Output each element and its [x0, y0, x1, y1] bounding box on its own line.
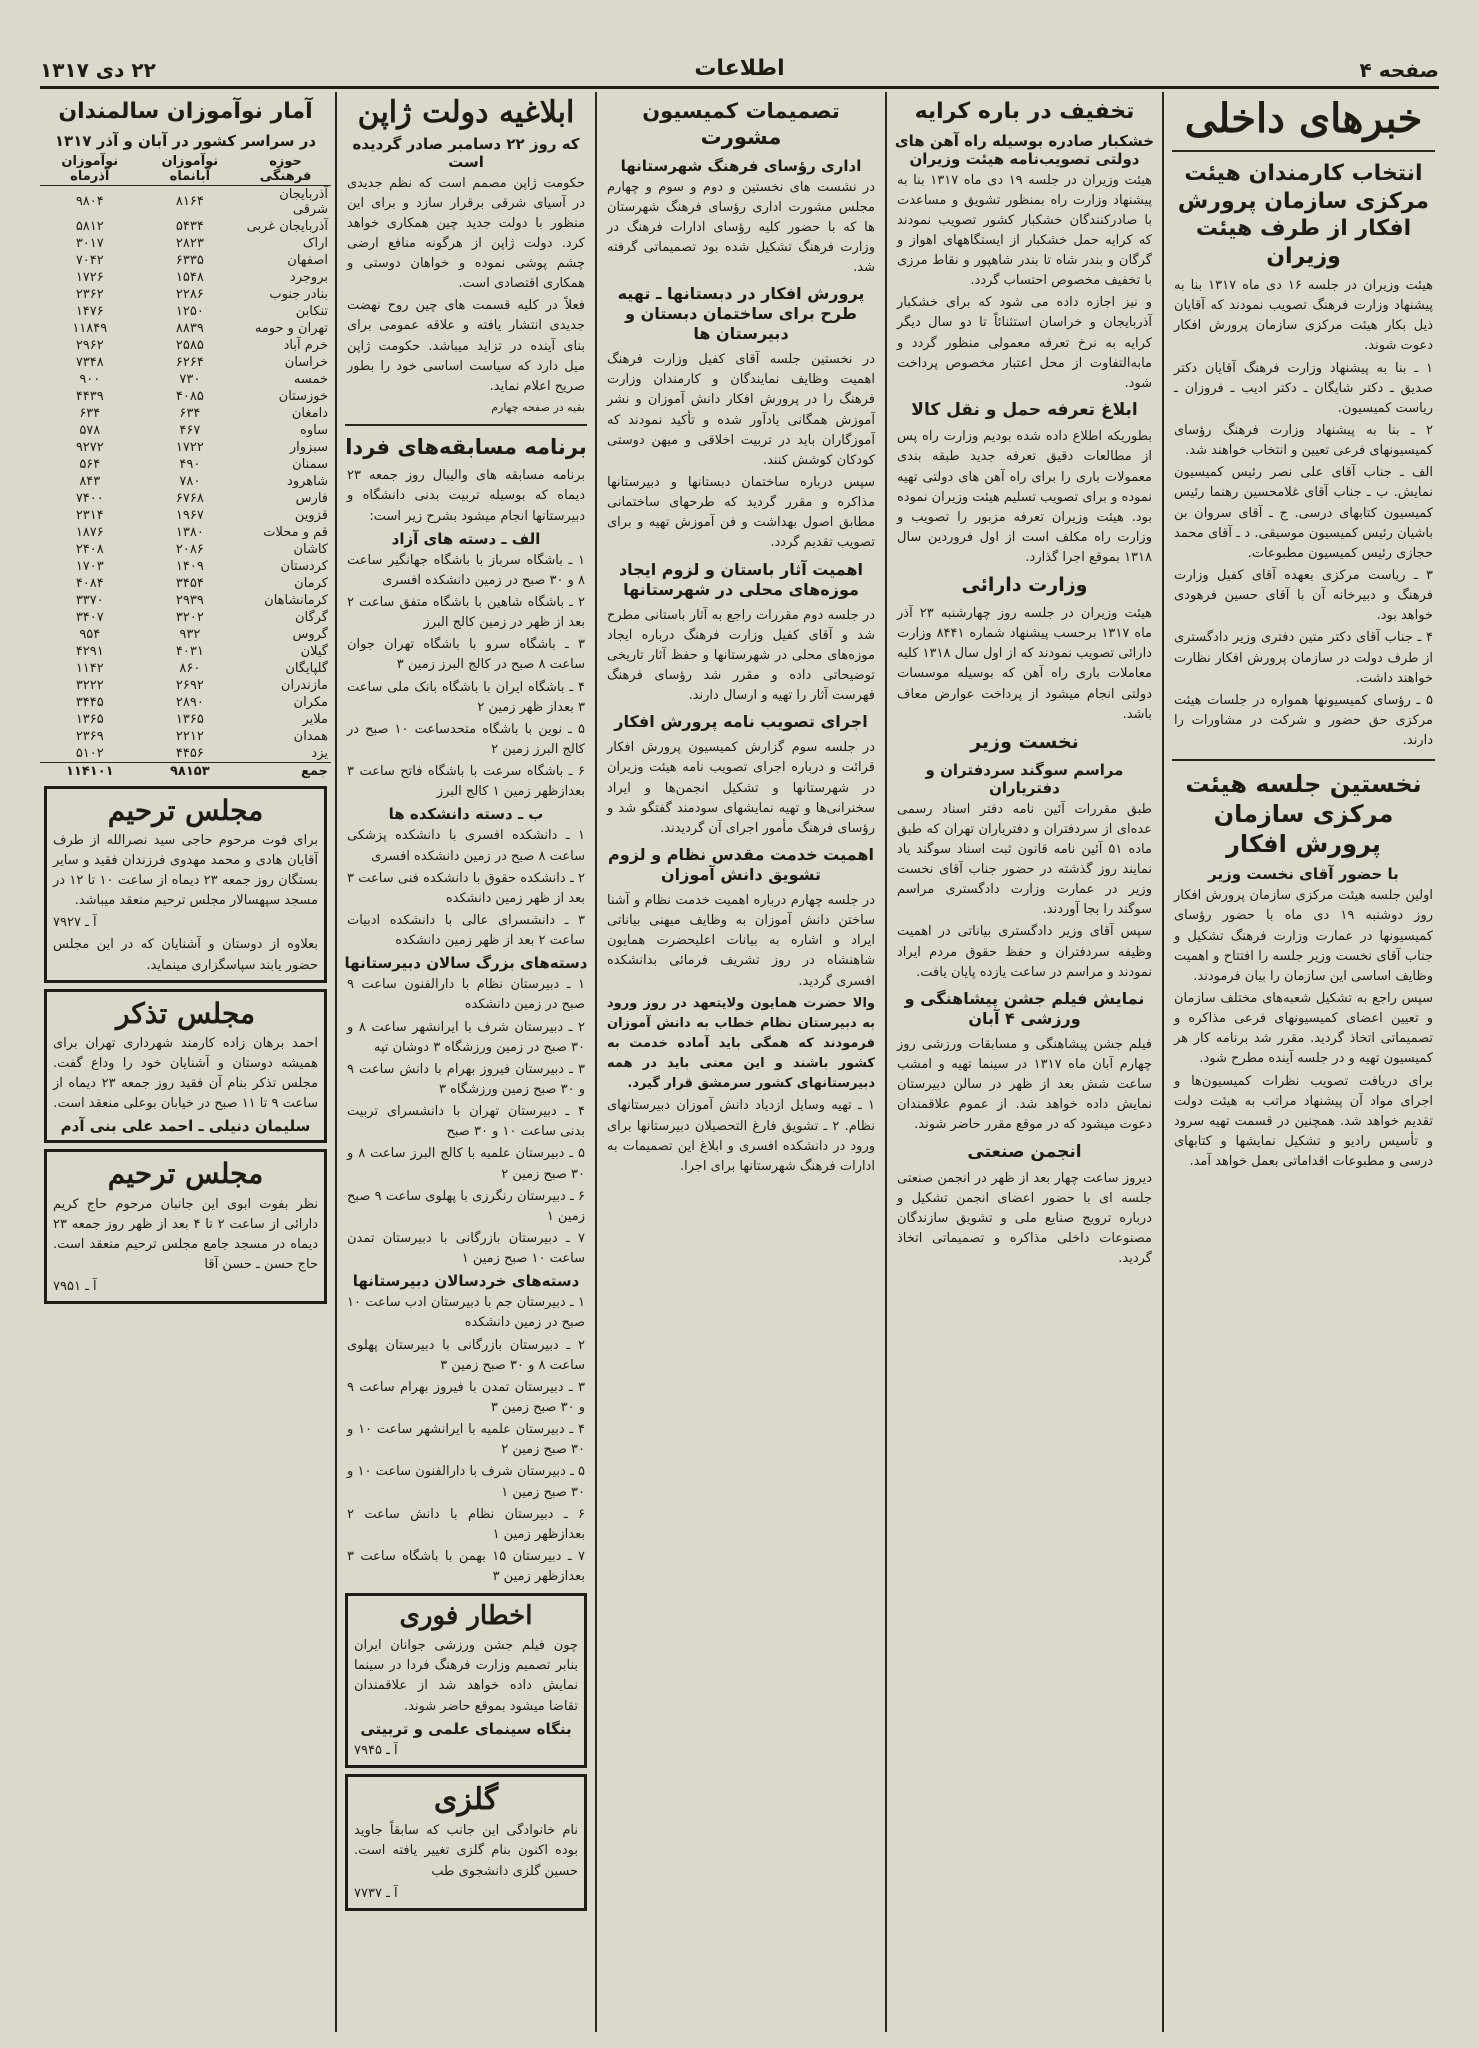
count-cell: ۴۰۸۵ — [175, 388, 204, 404]
match-list-colleges — [341, 826, 591, 951]
count-cell: ۱۱۴۲ — [75, 660, 104, 676]
count-cell: ۴۴۵۶ — [175, 745, 204, 761]
headline-memorial: مجلس ترحیم — [107, 1157, 264, 1191]
headline-japan-statement: ابلاغیه دولت ژاپن — [357, 95, 575, 130]
article-paragraph: در جلسه سوم گزارش کمیسیون پرورش افکار قرائت و درباره اجرای تصویب نامه هیئت وزیران در شهرستانها و تشکیل انجمن‌ها و ایراد سخنرانی‌ها و تهیه نمایشهای سودمند گفتگو شد و رؤسای فرهنگ مأمور اجرای آن گردیدند. — [607, 740, 875, 836]
column-culture-council — [601, 92, 881, 2032]
count-cell: ۱۹۶۷ — [175, 507, 204, 523]
count-cell: ۴۲۹۱ — [75, 643, 104, 659]
count-cell: ۶۳۳۵ — [175, 252, 204, 268]
count-cell: ۷۳۴۸ — [75, 354, 104, 370]
match-list-juniors — [341, 1293, 591, 1587]
count-cell: ۶۲۶۴ — [175, 354, 204, 370]
table-row — [40, 558, 331, 575]
article-paragraph: برنامه مسابقه های والیبال روز جمعه ۲۳ دیماه که بوسیله تربیت بدنی دانشگاه و دبیرستانها انجام میشود بشرح زیر است: — [347, 468, 585, 524]
article-paragraph: حکومت ژاپن مصمم است که نظم جدیدی در آسیای شرقی برقرار سازد و برای این منظور با دولت جدید چین همکاری خواهد کرد. دولت ژاپن از هرگونه منافع ارضی چشم پوشی نموده و خواهان دوستی و همکاری اقتصادی است. — [347, 175, 585, 292]
headline-program-implementation: اجرای تصویب نامه پرورش افکار — [614, 712, 868, 732]
province-cell: گلپایگان — [285, 660, 328, 676]
province-cell: ملایر — [302, 711, 328, 727]
headline-committee-selection: انتخاب کارمندان هیئت مرکزی سازمان پرورش افکار از طرف هیئت وزیران — [1177, 161, 1430, 269]
match-item: ۳ ـ دانشسرای عالی با دانشکده ادبیات ساعت ۲ بعد از ظهر زمین دانشکده — [347, 913, 585, 949]
province-cell: تهران و حومه — [254, 320, 328, 336]
headline-tariff: ابلاغ تعرفه حمل و نقل کالا — [911, 400, 1138, 421]
notice-text: چون فیلم جشن ورزشی جوانان ایران بنابر تصمیم وزارت فرهنگ فردا در سینما نمایش داده خواهد شد از علاقمندان تقاضا میشود بموقع حاضر شوند. — [354, 1638, 578, 1714]
notice-text: برای فوت مرحوم حاجی سید نصرالله از طرف آقایان هادی و محمد مهدوی فرزندان فقید و سایر بستگان روز جمعه ۲۳ دیماه از ساعت ۱۰ تا ۱۲ در مسجد سپهسالار مجلس ترحیم منعقد میباشد. — [53, 832, 318, 909]
table-row — [40, 660, 331, 677]
ad-code: آ ـ ۷۹۲۷ — [53, 915, 97, 931]
count-cell: ۹۲۷۲ — [75, 439, 104, 455]
count-cell: ۵۸۱۲ — [75, 218, 104, 234]
article-paragraph: و نیز اجازه داده می شود که برای خشکبار آذربایجان و خراسان استثنائاً تا دو سال دیگر کرایه به نرخ تعرفه معمولی منظور گردد و مابه‌التفاوت از محل اعتبار مخصوص پرداخت شود. — [897, 295, 1152, 391]
headline-golzi: گلزی — [433, 1781, 499, 1817]
province-cell: قم و محلات — [263, 524, 328, 540]
match-item: ۶ ـ باشگاه سرعت با باشگاه فاتح ساعت ۳ بعدازظهر زمین ۱ کالج البرز — [347, 764, 585, 800]
count-cell: ۲۳۱۴ — [75, 507, 104, 523]
province-cell: گروس — [292, 626, 328, 642]
match-item: ۱ ـ دبیرستان جم با دبیرستان ادب ساعت ۱۰ صبح در زمین دانشکده — [347, 1295, 585, 1331]
count-cell: ۳۰۱۷ — [75, 235, 104, 251]
count-cell: ۱۷۲۲ — [175, 439, 204, 455]
article-paragraph: ۲ ـ بنا به پیشنهاد وزارت فرهنگ رؤسای کمیسیونهای فرعی تعیین و انتخاب خواهند شد. — [1174, 422, 1433, 459]
article-paragraph: در جلسه دوم مقررات راجع به آثار باستانی مطرح شد و آقای کفیل وزارت فرهنگ درباره ایجاد موزه‌های محلی در شهرستانها و حفظ آثار تاریخی توضیحاتی داده و مقرر شد رؤسای فرهنگ فهرست آثار را تهیه و ارسال دارند. — [607, 607, 875, 704]
table-row — [40, 303, 331, 320]
count-cell: ۳۴۰۷ — [75, 609, 104, 625]
count-cell: ۴۴۳۹ — [75, 388, 104, 404]
article-paragraph: ۴ ـ جناب آقای دکتر متین دفتری وزیر دادگستری از طرف دولت در سازمان پرورش افکار نظارت خواهند داشت. — [1174, 630, 1433, 686]
table-row — [40, 473, 331, 490]
article-paragraph: والا حضرت همایون ولایتعهد در روز ورود به دبیرستان نظام خطاب به دانش آموزان فرمودند که همگی باید آماده خدمت به کشور باشند و این معنی باید در همه دبیرستانهای کشور سرمشق قرار گیرد. — [607, 995, 875, 1092]
adult-learners-table — [40, 153, 331, 780]
count-cell: ۳۳۷۰ — [75, 592, 104, 608]
table-row — [40, 507, 331, 524]
article-paragraph: هیئت وزیران در جلسه روز چهارشنبه ۲۳ آذر ماه ۱۳۱۷ برحسب پیشنهاد شماره ۸۴۴۱ وزارت دارائی تصویب نمودند که از اول سال ۱۳۱۸ کلیه معاملات باری راه آهن که بوسیله موسسات دولتی انجام میشود از پرداخت عوارض معاف باشد. — [897, 606, 1152, 722]
province-cell: خرم آباد — [283, 337, 328, 353]
count-cell: ۱۴۷۶ — [75, 303, 104, 319]
table-row — [40, 541, 331, 558]
count-cell: ۱۱۸۴۹ — [72, 320, 108, 336]
article-paragraph: ۳ ـ ریاست مرکزی بعهده آقای کفیل وزارت فرهنگ و دبیرخانه آن با آقای حسین فرهودی خواهد بود. — [1174, 567, 1433, 624]
subheadline: مراسم سوگند سردفتران و دفتریاران — [925, 760, 1124, 797]
province-cell: ساوه — [300, 422, 328, 438]
match-item: ۱ ـ باشگاه سرباز با باشگاه جهانگیر ساعت ۸ و ۳۰ صبح در زمین دانشکده افسری — [347, 552, 585, 588]
table-row — [40, 609, 331, 626]
province-cell: بنادر جنوب — [269, 286, 328, 302]
headline-school-buildings: پرورش افکار در دبستانها ـ تهیه طرح برای ساختمان دبستان و دبیرستان ها — [617, 284, 865, 344]
count-cell: ۶۳۴ — [79, 405, 101, 421]
column-header: نوآموزان آبانماه — [140, 153, 241, 186]
match-item: ۶ ـ دبیرستان نظام با دانش ساعت ۲ بعدازظهر زمین ۱ — [347, 1506, 585, 1542]
province-cell: همدان — [293, 728, 328, 744]
province-cell: کردستان — [280, 558, 328, 574]
province-cell: خوزستان — [278, 388, 328, 404]
count-cell: ۴۰۳۱ — [175, 643, 204, 659]
count-cell: ۱۳۸۰ — [175, 524, 204, 540]
count-cell: ۲۴۰۸ — [75, 541, 104, 557]
count-cell: ۱۲۵۰ — [175, 303, 204, 319]
province-cell: خراسان — [284, 354, 328, 370]
divider — [1172, 759, 1435, 761]
section-heading: الف ـ دسته های آزاد — [391, 529, 541, 548]
province-cell: دامغان — [291, 405, 328, 421]
count-cell: ۵۷۸ — [79, 422, 101, 438]
table-row — [40, 677, 331, 694]
province-cell: کرمانشاهان — [264, 592, 328, 608]
count-cell: ۲۲۸۶ — [175, 286, 204, 302]
subheadline: که روز ۲۲ دسامبر صادر گردیده است — [352, 134, 580, 171]
count-cell: ۱۷۲۶ — [75, 269, 104, 285]
province-cell: کرمان — [294, 575, 328, 591]
headline-urgent-notice: اخطار فوری — [399, 1601, 533, 1632]
subheadline: در سراسر کشور در آبان و آذر ۱۳۱۷ — [54, 131, 317, 150]
ad-code: آ ـ ۷۹۴۵ — [354, 1742, 398, 1758]
count-cell: ۹۳۲ — [179, 626, 201, 642]
province-cell: گیلان — [300, 643, 328, 659]
article-paragraph: دیروز ساعت چهار بعد از ظهر در انجمن صنعتی جلسه ای با حضور اعضای انجمن تشکیل و درباره ترویج صنایع ملی و تشویق سازندگان مصنوعات داخلی مذاکره و تصمیماتی اتخاذ گردید. — [897, 1170, 1152, 1267]
province-cell: مازندران — [280, 677, 328, 693]
count-cell: ۹۸۰۴ — [75, 194, 104, 209]
article-paragraph: ۱ ـ تهیه وسایل ازدیاد دانش آموزان دبیرستانهای نظام. ۲ ـ تشویق فارغ التحصیلان دبیرستانها برای ورود در دانشکده افسری و ابلاغ این تصمیمات به ادارات فرهنگ شهرستانها برای اجرا. — [607, 1098, 875, 1174]
headline-first-session: نخستین جلسه هیئت مرکزی سازمان پرورش افکار — [1185, 770, 1422, 859]
province-cell: شاهرود — [287, 473, 328, 489]
page-number: صفحه ۴ — [1359, 58, 1439, 82]
column-header: حوزه فرهنگی — [240, 153, 331, 186]
province-cell: تنکابن — [295, 303, 328, 319]
table-row — [40, 422, 331, 439]
table-row — [40, 286, 331, 303]
match-item: ۳ ـ دبیرستان تمدن با فیروز بهرام ساعت ۹ و ۳۰ صبح زمین ۳ — [347, 1379, 585, 1415]
match-item: ۲ ـ دانشکده حقوق با دانشکده فنی ساعت ۳ بعد از ظهر زمین دانشکده — [347, 870, 585, 906]
total-cell: جمع — [240, 762, 331, 780]
column-freight — [891, 92, 1158, 2032]
subheadline: اداری رؤسای فرهنگ شهرستانها — [620, 156, 862, 175]
count-cell: ۴۰۸۴ — [75, 575, 104, 591]
count-cell: ۳۴۴۵ — [75, 694, 104, 710]
province-cell: کاشان — [293, 541, 328, 557]
table-row — [40, 456, 331, 473]
column-rule — [595, 92, 597, 2032]
count-cell: ۷۸۰ — [179, 473, 201, 489]
article-paragraph: سپس آقای وزیر دادگستری بیاناتی در اهمیت وظیفه سردفتران و حفظ حقوق مردم ایراد نمودند و مراسم در ساعت یازده پایان یافت. — [897, 924, 1152, 980]
article-paragraph: در نشست های نخستین و دوم و سوم و چهارم مجلس مشورت اداری رؤسای فرهنگ شهرستان ها که با حضور کلیه رؤسای ادارات فرهنگ در وزارت فرهنگ تشکیل شده بود تصمیماتی گرفته شد. — [607, 179, 875, 276]
count-cell: ۶۳۴ — [179, 405, 201, 421]
count-cell: ۷۰۴۲ — [75, 252, 104, 268]
name-change-box — [345, 1774, 587, 1911]
headline-finance-ministry: وزارت دارائی — [961, 574, 1088, 597]
headline-scout-film: نمایش فیلم جشن پیشاهنگی و ورزشی ۴ آبان — [904, 988, 1145, 1028]
notice-text: نظر بفوت ابوی این جانبان مرحوم حاج کریم دارائی از ساعت ۲ تا ۴ بعد از ظهر روز جمعه ۲۳ دیماه در مسجد جامع مجلس ترحیم منعقد است. حاج حسن ـ حسن آقا — [53, 1196, 318, 1273]
count-cell: ۲۸۲۳ — [175, 235, 204, 251]
count-cell: ۹۵۴ — [79, 626, 101, 642]
match-item: ۳ ـ دبیرستان فیروز بهرام با دانش ساعت ۹ و ۳۰ صبح زمین ورزشگاه ۳ — [347, 1061, 585, 1097]
count-cell: ۱۵۴۸ — [175, 269, 204, 285]
table-row — [40, 405, 331, 422]
column-japan-sports — [341, 92, 591, 2032]
divider — [1172, 150, 1435, 152]
urgent-notice-box — [345, 1593, 587, 1768]
divider — [345, 424, 587, 426]
masthead — [40, 52, 1439, 89]
count-cell: ۲۹۳۹ — [175, 592, 204, 608]
table-row — [40, 371, 331, 388]
count-cell: ۳۴۵۴ — [175, 575, 204, 591]
column-header: نوآموزان آذرماه — [40, 153, 140, 186]
table-row — [40, 185, 331, 218]
table-row — [40, 269, 331, 286]
article-paragraph: ۱ ـ بنا به پیشنهاد وزارت فرهنگ آقایان دکتر صدیق ـ دکتر شایگان ـ دکتر ادیب ـ فروزان ـ ریاست کمیسیون. — [1174, 360, 1433, 416]
table-row — [40, 490, 331, 507]
total-cell: ۹۸۱۵۳ — [140, 762, 241, 780]
count-cell: ۱۳۶۵ — [175, 711, 204, 727]
match-item: ۴ ـ دبیرستان تهران با دانشسرای تربیت بدنی ساعت ۱۰ و ۳۰ صبح — [347, 1104, 585, 1140]
province-cell: بروجرد — [289, 269, 328, 285]
notice-text: نام خانوادگی این جانب که سابقاً جاوید بوده اکنون بنام گلزی تغییر یافته است. حسین گلزی دانشجوی طب — [354, 1823, 578, 1879]
table-row — [40, 524, 331, 541]
table-row — [40, 694, 331, 711]
column-rule — [885, 92, 887, 2032]
match-item: ۷ ـ دبیرستان ۱۵ بهمن با باشگاه ساعت ۳ بعدازظهر زمین ۳ — [347, 1548, 585, 1585]
match-item: ۴ ـ باشگاه ایران با باشگاه بانک ملی ساعت ۳ بعداز ظهر زمین ۲ — [347, 679, 585, 715]
count-cell: ۳۲۰۲ — [175, 609, 204, 625]
count-cell: ۲۳۶۹ — [75, 728, 104, 744]
match-item: ۵ ـ دبیرستان علمیه با کالج البرز ساعت ۸ و ۳۰ صبح زمین ۲ — [347, 1146, 585, 1182]
count-cell: ۳۲۲۲ — [75, 677, 104, 693]
match-item: ۱ ـ دبیرستان نظام با دارالفنون ساعت ۹ صبح در زمین دانشکده — [347, 977, 585, 1013]
article-paragraph: در جلسه چهارم درباره اهمیت خدمت نظام و آشنا ساختن دانش آموزان به وظایف میهنی بیاناتی ایراد و اشاره به بیانات اعلیحضرت همایون شاهنشاه در روز تشریف فرمائی بدانشکده افسری گردید. — [607, 893, 875, 989]
province-cell: قزوین — [294, 507, 328, 523]
subheadline: خشکبار صادره بوسیله راه آهن های دولتی تصویب‌نامه هیئت وزیران — [894, 131, 1155, 168]
match-item: ۷ ـ دبیرستان بازرگانی با دبیرستان تمدن ساعت ۱۰ صبح زمین ۱ — [347, 1230, 585, 1267]
table-row — [40, 626, 331, 643]
count-cell: ۸۴۳ — [79, 473, 101, 489]
article-paragraph: اولین جلسه هیئت مرکزی سازمان پرورش افکار روز دوشنبه ۱۹ دی ماه با حضور رؤسای کمیسیونها در عمارت وزارت فرهنگ تشکیل و جناب آقای نخست وزیر جلسه را افتتاح و اهمیت وظایف اساسی این سازمان را بیان فرمودند. — [1174, 888, 1434, 984]
issue-date: ۲۲ دی ۱۳۱۷ — [40, 58, 156, 82]
memorial-notice-box — [44, 786, 327, 983]
count-cell: ۲۸۹۰ — [175, 694, 204, 710]
section-title-internal-news: خبرهای داخلی — [1184, 95, 1423, 142]
table-total-row — [40, 762, 331, 780]
continued-note: بقیه در صفحه چهارم — [491, 401, 585, 415]
article-paragraph: سپس درباره ساختمان دبستانها و دبیرستانها مذاکره و مقرر گردید که طرحهای ساختمانی مطابق اصول بهداشت و فن آموزش تهیه و برای تصویب تقدیم گردد. — [607, 475, 875, 551]
match-item: ۲ ـ باشگاه شاهین با باشگاه متفق ساعت ۲ بعد از ظهر در زمین کالج البرز — [347, 595, 585, 631]
province-cell: آذربایجان غربی — [246, 218, 328, 234]
match-list-seniors — [341, 975, 591, 1269]
article-paragraph: برای دریافت تصویب نظرات کمیسیون‌ها و اجرای مواد آن پیشنهاد مراتب به هیئت دولت تقدیم خواهد شد. همچنین در قسمت تهیه سرود و تأسیس رادیو و تشکیل نمایشها و کتابهای درسی و مطبوعات اقداماتی بعمل خواهد آمد. — [1174, 1073, 1433, 1170]
match-list-free — [341, 551, 591, 803]
headline-memorial: مجلس ترحیم — [107, 793, 264, 827]
count-cell: ۵۶۴ — [79, 456, 101, 472]
count-cell: ۱۴۰۹ — [175, 558, 204, 574]
table-row — [40, 337, 331, 354]
headline-industrial-society: انجمن صنعتی — [967, 1141, 1082, 1162]
article-paragraph: هیئت وزیران در جلسه ۱۶ دی ماه ۱۳۱۷ بنا به پیشنهاد وزارت فرهنگ تصویب نمودند که آقایان ذیل بکار هیئت مرکزی سازمان پرورش افکار دعوت شوند. — [1174, 278, 1433, 354]
province-cell: یزد — [311, 745, 328, 761]
table-row — [40, 235, 331, 252]
article-paragraph: بطوریکه اطلاع داده شده بودیم وزارت راه پس از مطالعات دقیق تعرفه جدید طبقه بندی معمولات باری را برای راه آهن های دولتی تهیه نموده و برای تصویب تسلیم هیئت وزیران نموده بود. هیئت وزیران تعرفه مزبور را تصویب و وزارت راه مکلف است از اول فروردین سال ۱۳۱۸ بموقع اجرا گذارد. — [897, 429, 1152, 566]
match-item: ۲ ـ دبیرستان بازرگانی با دبیرستان پهلوی ساعت ۸ و ۳۰ صبح زمین ۳ — [347, 1337, 585, 1373]
count-cell: ۹۰۰ — [79, 371, 101, 387]
total-cell: ۱۱۴۱۰۱ — [40, 762, 140, 780]
province-cell: اصفهان — [287, 252, 328, 268]
headline-museums: اهمیت آثار باستان و لزوم ایجاد موزه‌های محلی در شهرستانها — [618, 559, 864, 599]
count-cell: ۸۶۰ — [179, 660, 201, 676]
article-paragraph: هیئت وزیران در جلسه ۱۹ دی ماه ۱۳۱۷ بنا به پیشنهاد وزارت راه بمنظور تشویق و مساعدت با صادرکنندگان خشکبار کشور تصویب نمودند که کرایه حمل خشکبار از ایستگاههای اهواز و گرگان و بندر شاه تا بندر شاهپور و نقاط مرزی با تخفیف مخصوص احتساب گردد. — [897, 172, 1152, 289]
count-cell: ۱۷۰۳ — [75, 558, 104, 574]
ad-code: آ ـ ۷۹۵۱ — [53, 1279, 97, 1295]
column-stats-notices — [40, 92, 331, 2032]
province-cell: سمنان — [292, 456, 328, 472]
article-paragraph: در نخستین جلسه آقای کفیل وزارت فرهنگ اهمیت وظایف نمایندگان و کارمندان وزارت فرهنگ را در پرورش افکار دانش آموزان و نشر آموزش همگانی یادآور شده و تأکید نمودند که آموزگاران باید در تربیت اخلاقی و میهن دوستی کودکان کوشش کنند. — [607, 352, 875, 468]
count-cell: ۸۸۳۹ — [175, 320, 204, 336]
count-cell: ۷۴۰۰ — [75, 490, 104, 506]
count-cell: ۲۳۶۲ — [75, 286, 104, 302]
article-paragraph: طبق مقررات آئین نامه دفتر اسناد رسمی عده‌ای از سردفتران و دفتریاران تهران که طبق ماده ۵۱ آئین نامه قانون ثبت اسناد سوگند یاد نمایند روز گذشته در حضور جناب آقای نخست وزیر در عمارت وزارت دادگستری مراسم سوگند را بجا آوردند. — [897, 801, 1152, 918]
section-heading: دسته‌های خردسالان دبیرستانها — [352, 1272, 580, 1291]
notice-signature: بنگاه سینمای علمی و تربیتی — [360, 1719, 572, 1738]
province-cell: مکران — [293, 694, 328, 710]
table-row — [40, 745, 331, 763]
article-paragraph: فعلاً در کلیه قسمت های چین روح نهضت جدیدی انتشار یافته و علاقه عمومی برای بنای آینده در تزاید میباشد. حکومت ژاپن میل دارد که سیاست اساسی خود را بطور صریح اعلام نماید. — [347, 298, 585, 394]
table-row — [40, 354, 331, 371]
match-item: ۶ ـ دبیرستان رنگرزی با پهلوی ساعت ۹ صبح زمین ۱ — [347, 1188, 585, 1224]
count-cell: ۷۳۰ — [179, 371, 201, 387]
table-header-row — [40, 153, 331, 186]
match-item: ۳ ـ باشگاه سرو با باشگاه تهران جوان ساعت ۸ صبح در کالج البرز زمین ۳ — [347, 637, 585, 673]
match-item: ۱ ـ دانشکده افسری با دانشکده پزشکی ساعت ۸ صبح در زمین دانشکده افسری — [347, 828, 585, 864]
column-internal-news — [1168, 92, 1439, 2032]
ad-code: آ ـ ۷۷۳۷ — [354, 1885, 398, 1901]
article-paragraph: سپس راجع به تشکیل شعبه‌های مختلف سازمان و تعیین اعضای کمیسیونهای فرعی مذاکره و تصمیماتی اتخاذ گردید. مقرر شد برنامه کار هر کمیسیون تهیه و در جلسه آینده مطرح شود. — [1174, 990, 1433, 1067]
province-cell: اراک — [302, 235, 328, 251]
count-cell: ۱۸۷۶ — [75, 524, 104, 540]
column-rule — [1162, 92, 1164, 2032]
match-item: ۲ ـ دبیرستان شرف با ایرانشهر ساعت ۸ و ۳۰ صبح در زمین ورزشگاه ۳ دوشان تپه — [347, 1019, 585, 1055]
table-row — [40, 218, 331, 235]
table-row — [40, 388, 331, 405]
count-cell: ۲۹۶۲ — [75, 337, 104, 353]
table-row — [40, 575, 331, 592]
notice-text: احمد برهان زاده کارمند شهرداری تهران برای همیشه دوستان و آشنایان خود را وداع گفت. مجلس تذکر بنام آن فقید روز جمعه ۲۳ دیماه از ساعت ۹ تا ۱۱ صبح در خیابان بوعلی منعقد است. — [53, 1035, 318, 1112]
article-paragraph: الف ـ جناب آقای علی نصر رئیس کمیسیون نمایش. ب ـ جناب آقای غلامحسین رهنما رئیس کمیسیون کتابهای درسی. ج ـ آقای سروان بن باشیان رئیس کمیسیون موسیقی. د ـ آقای محمد حجازی رئیس کمیسیون مطبوعات. — [1174, 465, 1433, 561]
headline-prime-minister: نخست وزیر — [970, 730, 1079, 753]
table-row — [40, 643, 331, 660]
match-item: ۴ ـ دبیرستان علمیه با ایرانشهر ساعت ۱۰ و ۳۰ صبح زمین ۲ — [347, 1422, 585, 1458]
paper-name: اطلاعات — [694, 56, 785, 81]
column-rule — [335, 92, 337, 2032]
match-item: ۵ ـ دبیرستان شرف با دارالفنون ساعت ۱۰ و ۳۰ صبح زمین ۱ — [347, 1464, 585, 1500]
memorial-notice-box-2 — [44, 1149, 327, 1304]
count-cell: ۲۰۸۶ — [175, 541, 204, 557]
notice-text: بعلاوه از دوستان و آشنایان که در این مجلس حضور یابند سپاسگزاری مینماید. — [53, 937, 318, 973]
section-heading: دسته‌های بزرگ سالان دبیرستانها — [344, 954, 588, 973]
count-cell: ۴۹۰ — [179, 456, 201, 472]
count-cell: ۴۶۷ — [179, 422, 201, 438]
count-cell: ۲۶۹۲ — [175, 677, 204, 693]
headline-freight-discount: تخفیف در باره کرایه — [914, 99, 1135, 124]
province-cell: خمسه — [293, 371, 328, 387]
match-item: ۵ ـ نوین با باشگاه متحدساعت ۱۰ صبح در کالج البرز زمین ۲ — [347, 721, 585, 758]
count-cell: ۱۳۶۵ — [75, 711, 104, 727]
count-cell: ۲۲۱۲ — [175, 728, 204, 744]
count-cell: ۲۵۸۵ — [175, 337, 204, 353]
table-row — [40, 728, 331, 745]
count-cell: ۵۱۰۲ — [75, 745, 104, 761]
section-heading: ب ـ دسته دانشکده ها — [388, 805, 544, 824]
subheadline: با حضور آقای نخست وزیر — [1208, 865, 1399, 884]
count-cell: ۵۴۳۴ — [175, 218, 204, 234]
table-row — [40, 320, 331, 337]
notice-signature: سلیمان دنیلی ـ احمد علی بنی آدم — [60, 1117, 311, 1136]
article-paragraph: ۵ ـ رؤسای کمیسیونها همواره در جلسات هیئت مرکزی حق حضور و شرکت در مشاورات را دارند. — [1174, 692, 1433, 749]
table-row — [40, 592, 331, 609]
table-row — [40, 252, 331, 269]
article-paragraph: فیلم جشن پیشاهنگی و مسابقات ورزشی روز چهارم آبان ماه ۱۳۱۷ در سینما تهیه و امشب ساعت شش بعد از ظهر در سالن دبیرستان نمایش داده خواهد شد. از عموم علاقمندان دعوت میشود که در موقع مقرر حاضر شوند. — [897, 1036, 1152, 1133]
headline-adult-learners: آمار نوآموزان سالمندان — [58, 99, 313, 124]
table-row — [40, 439, 331, 456]
province-cell: فارس — [295, 490, 328, 506]
headline-remembrance: مجلس تذکر — [115, 996, 256, 1030]
count-cell: ۸۱۶۴ — [175, 194, 204, 209]
headline-matches-program: برنامه مسابقه‌های فردا — [345, 435, 587, 460]
remembrance-notice-box — [44, 989, 327, 1144]
headline-military-service: اهمیت خدمت مقدس نظام و لزوم تشویق دانش آموزان — [608, 845, 874, 885]
province-cell: سبزوار — [289, 439, 328, 455]
province-cell: آذربایجان شرقی — [279, 186, 328, 217]
table-row — [40, 711, 331, 728]
province-cell: گرگان — [294, 609, 328, 625]
headline-council-decisions: تصمیمات کمیسیون مشورت — [642, 99, 840, 150]
count-cell: ۶۷۶۸ — [175, 490, 204, 506]
